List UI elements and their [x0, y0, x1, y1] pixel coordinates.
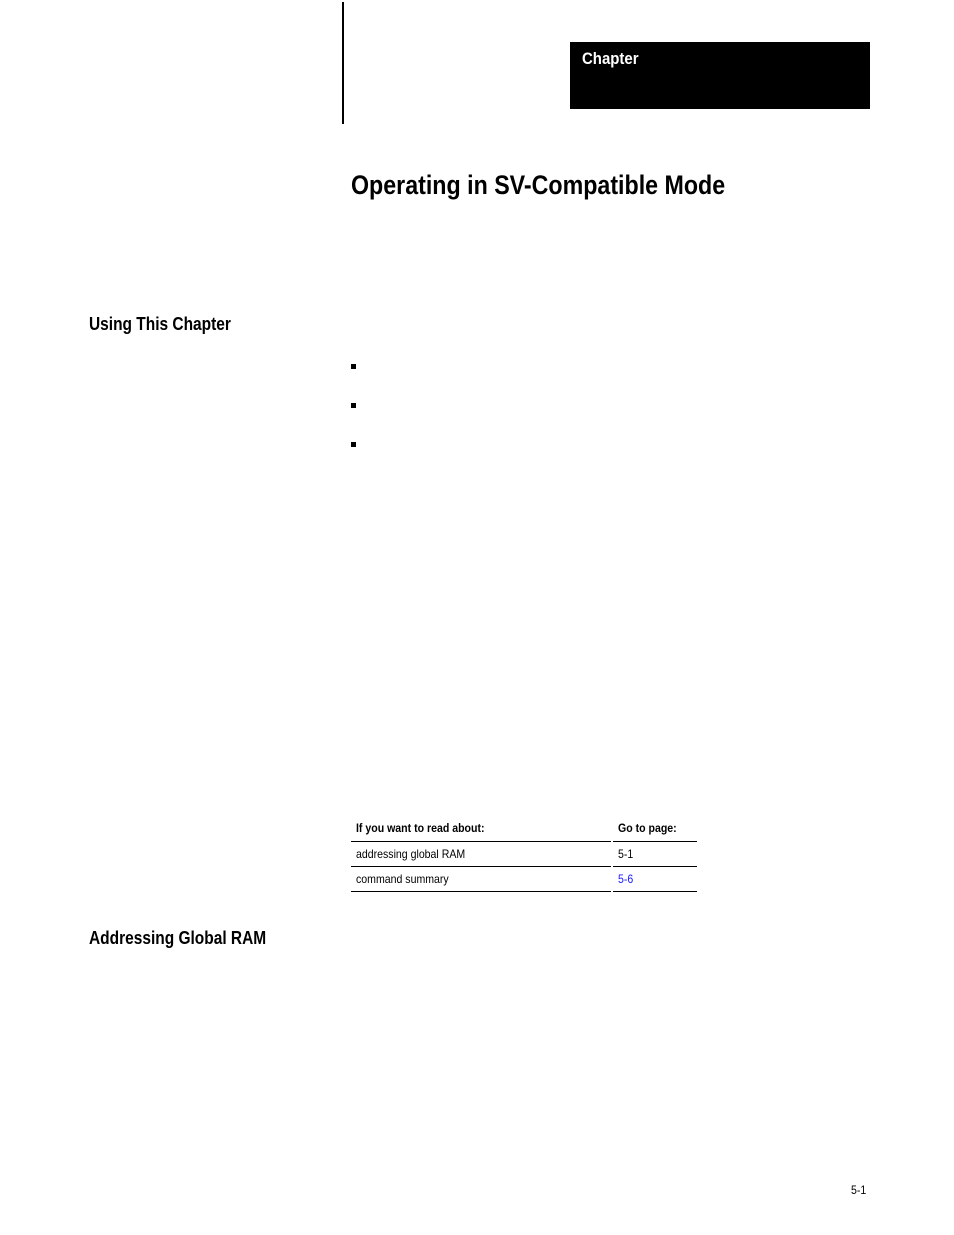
topic-cell: addressing global RAM	[351, 842, 612, 867]
page-number: 5-1	[851, 1183, 867, 1197]
table-row	[351, 842, 697, 867]
header-vertical-rule	[342, 2, 344, 124]
section-heading-using-this-chapter: Using This Chapter	[89, 314, 231, 334]
bullet-marker	[351, 364, 356, 369]
table-header-row	[351, 814, 697, 842]
bullet-marker	[351, 403, 356, 408]
page-cell: 5-1	[612, 842, 697, 867]
column-header-page: Go to page:	[612, 814, 697, 842]
chapter-tab	[570, 42, 870, 109]
page-link[interactable]: 5-6	[618, 872, 634, 886]
table-row	[351, 867, 697, 892]
page-title: Operating in SV-Compatible Mode	[351, 170, 726, 200]
topic-cell: command summary	[351, 867, 612, 892]
page-cell[interactable]	[612, 867, 697, 892]
bullet-marker	[351, 442, 356, 447]
section-heading-addressing-global-ram: Addressing Global RAM	[89, 928, 267, 948]
chapter-label: Chapter	[582, 49, 639, 68]
column-header-topic: If you want to read about:	[351, 814, 612, 842]
topic-table	[351, 814, 697, 892]
